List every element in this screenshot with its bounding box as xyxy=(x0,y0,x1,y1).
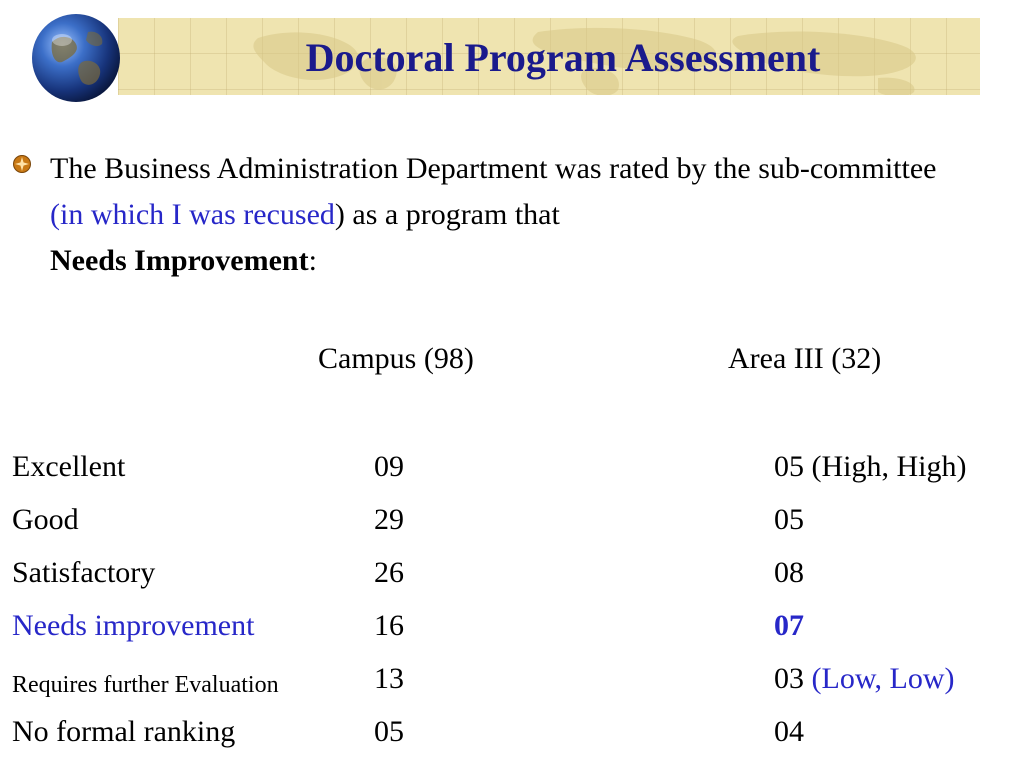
area-value: 04 xyxy=(774,715,804,748)
table-row-no-formal-ranking xyxy=(0,715,1024,767)
campus-column-header: Campus (98) xyxy=(318,342,474,375)
area-value: 05 xyxy=(774,503,804,536)
campus-value: 09 xyxy=(374,450,404,483)
campus-value: 13 xyxy=(374,662,404,695)
area-value: 03 xyxy=(774,662,804,695)
row-label: Satisfactory xyxy=(12,556,156,589)
bullet-text-colon: : xyxy=(308,244,317,277)
campus-value: 26 xyxy=(374,556,404,589)
area-value: 05 (High, High) xyxy=(774,450,967,483)
table-row-good xyxy=(0,503,1024,555)
table-row-excellent xyxy=(0,450,1024,502)
bullet-diamond-icon xyxy=(12,154,32,174)
row-label: No formal ranking xyxy=(12,715,236,748)
area-value: 07 xyxy=(774,609,804,642)
bullet-text-part-1: The Business Administration Department was rated by the sub-committee xyxy=(50,152,937,185)
row-label: Requires further Evaluation xyxy=(12,672,279,698)
row-label: Good xyxy=(12,503,79,536)
area-value-with-note xyxy=(774,662,955,696)
bullet-text xyxy=(50,146,972,284)
row-label: Excellent xyxy=(12,450,126,483)
campus-value: 05 xyxy=(374,715,404,748)
bullet-text-part-3: ) as a program that xyxy=(334,198,560,231)
area-note: (Low, Low) xyxy=(811,662,955,695)
slide-title: Doctoral Program Assessment xyxy=(305,35,821,80)
globe-icon xyxy=(30,12,122,104)
campus-value: 16 xyxy=(374,609,404,642)
row-label: Needs improvement xyxy=(12,609,255,642)
recused-note: (in which I was recused xyxy=(50,198,335,231)
area-value: 08 xyxy=(774,556,804,589)
campus-value: 29 xyxy=(374,503,404,536)
table-row-satisfactory xyxy=(0,556,1024,608)
title-banner xyxy=(118,18,980,95)
table-row-requires-further-evaluation xyxy=(0,662,1024,714)
bullet-paragraph xyxy=(12,146,972,284)
table-row-needs-improvement xyxy=(0,609,1024,661)
area-column-header: Area III (32) xyxy=(728,342,882,375)
needs-improvement-label: Needs Improvement xyxy=(50,244,309,277)
